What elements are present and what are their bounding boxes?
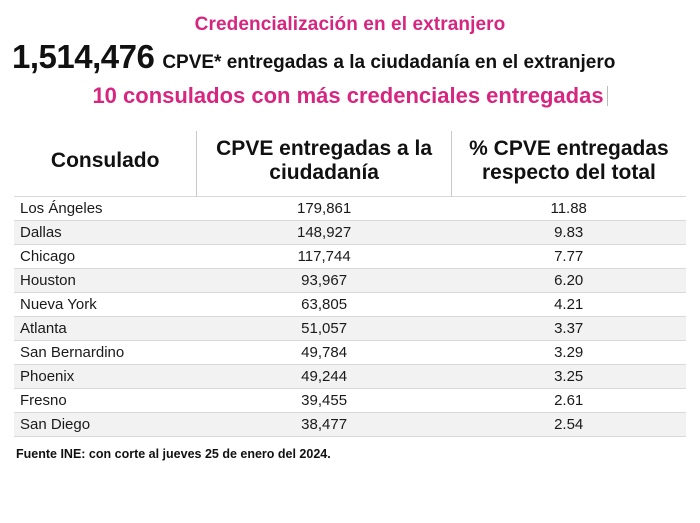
- cell-porcentaje: 7.77: [554, 248, 584, 266]
- headline-description: CPVE* entregadas a la ciudadanía en el extranjero: [162, 52, 616, 73]
- cell-entregadas: 117,744: [297, 248, 351, 266]
- cell-porcentaje: 11.88: [550, 200, 587, 218]
- cell-entregadas: 38,477: [301, 416, 348, 434]
- table-header-row: [14, 131, 686, 197]
- table-row: [14, 389, 686, 413]
- table-row: [14, 221, 686, 245]
- cell-porcentaje: 3.29: [554, 344, 584, 362]
- table-row: [14, 269, 686, 293]
- cell-entregadas: 179,861: [297, 200, 352, 218]
- cell-porcentaje: 2.54: [554, 416, 584, 434]
- table-row: [14, 413, 686, 437]
- cell-entregadas: 49,244: [301, 368, 348, 386]
- cell-consulado: Nueva York: [20, 296, 97, 314]
- headline-big-number: 1,514,476: [12, 38, 155, 75]
- table-row: [14, 341, 686, 365]
- column-header-porcentaje: % CPVE entregadas respecto del total: [469, 137, 669, 184]
- cell-entregadas: 49,784: [301, 344, 348, 362]
- cell-porcentaje: 6.20: [554, 272, 584, 290]
- kicker-title: Credencialización en el extranjero: [194, 14, 506, 35]
- cell-consulado: Dallas: [20, 224, 62, 242]
- subhead: [12, 83, 688, 109]
- cell-porcentaje: 3.25: [554, 368, 584, 386]
- consulates-table: [14, 131, 686, 437]
- cell-porcentaje: 4.21: [554, 296, 584, 314]
- cell-entregadas: 93,967: [301, 272, 348, 290]
- subhead-text: 10 consulados con más credenciales entregadas: [92, 83, 604, 108]
- cell-porcentaje: 2.61: [554, 392, 584, 410]
- cell-porcentaje: 3.37: [554, 320, 584, 338]
- table-row: [14, 365, 686, 389]
- cell-entregadas: 63,805: [301, 296, 348, 314]
- cell-consulado: Atlanta: [20, 320, 67, 338]
- cell-entregadas: 148,927: [297, 224, 352, 242]
- cell-consulado: Phoenix: [20, 368, 75, 386]
- cell-entregadas: 39,455: [301, 392, 348, 410]
- table-head: [14, 131, 686, 197]
- cell-consulado: San Bernardino: [20, 344, 125, 362]
- table-body: [14, 197, 686, 437]
- table-row: [14, 317, 686, 341]
- text-caret: [607, 86, 608, 106]
- cell-consulado: Houston: [20, 272, 76, 290]
- column-header-consulado: Consulado: [14, 131, 197, 197]
- cell-consulado: Chicago: [20, 248, 76, 266]
- table-row: [14, 197, 686, 221]
- table-row: [14, 293, 686, 317]
- headline: [12, 38, 688, 76]
- table-row: [14, 245, 686, 269]
- column-header-entregadas: CPVE entregadas a la ciudadanía: [197, 131, 452, 197]
- cell-consulado: Fresno: [20, 392, 67, 410]
- cell-consulado: San Diego: [20, 416, 91, 434]
- cell-entregadas: 51,057: [301, 320, 348, 338]
- cell-porcentaje: 9.83: [554, 224, 584, 242]
- source-note: Fuente INE: con corte al jueves 25 de enero del 2024.: [16, 447, 331, 462]
- cell-consulado: Los Ángeles: [20, 200, 103, 218]
